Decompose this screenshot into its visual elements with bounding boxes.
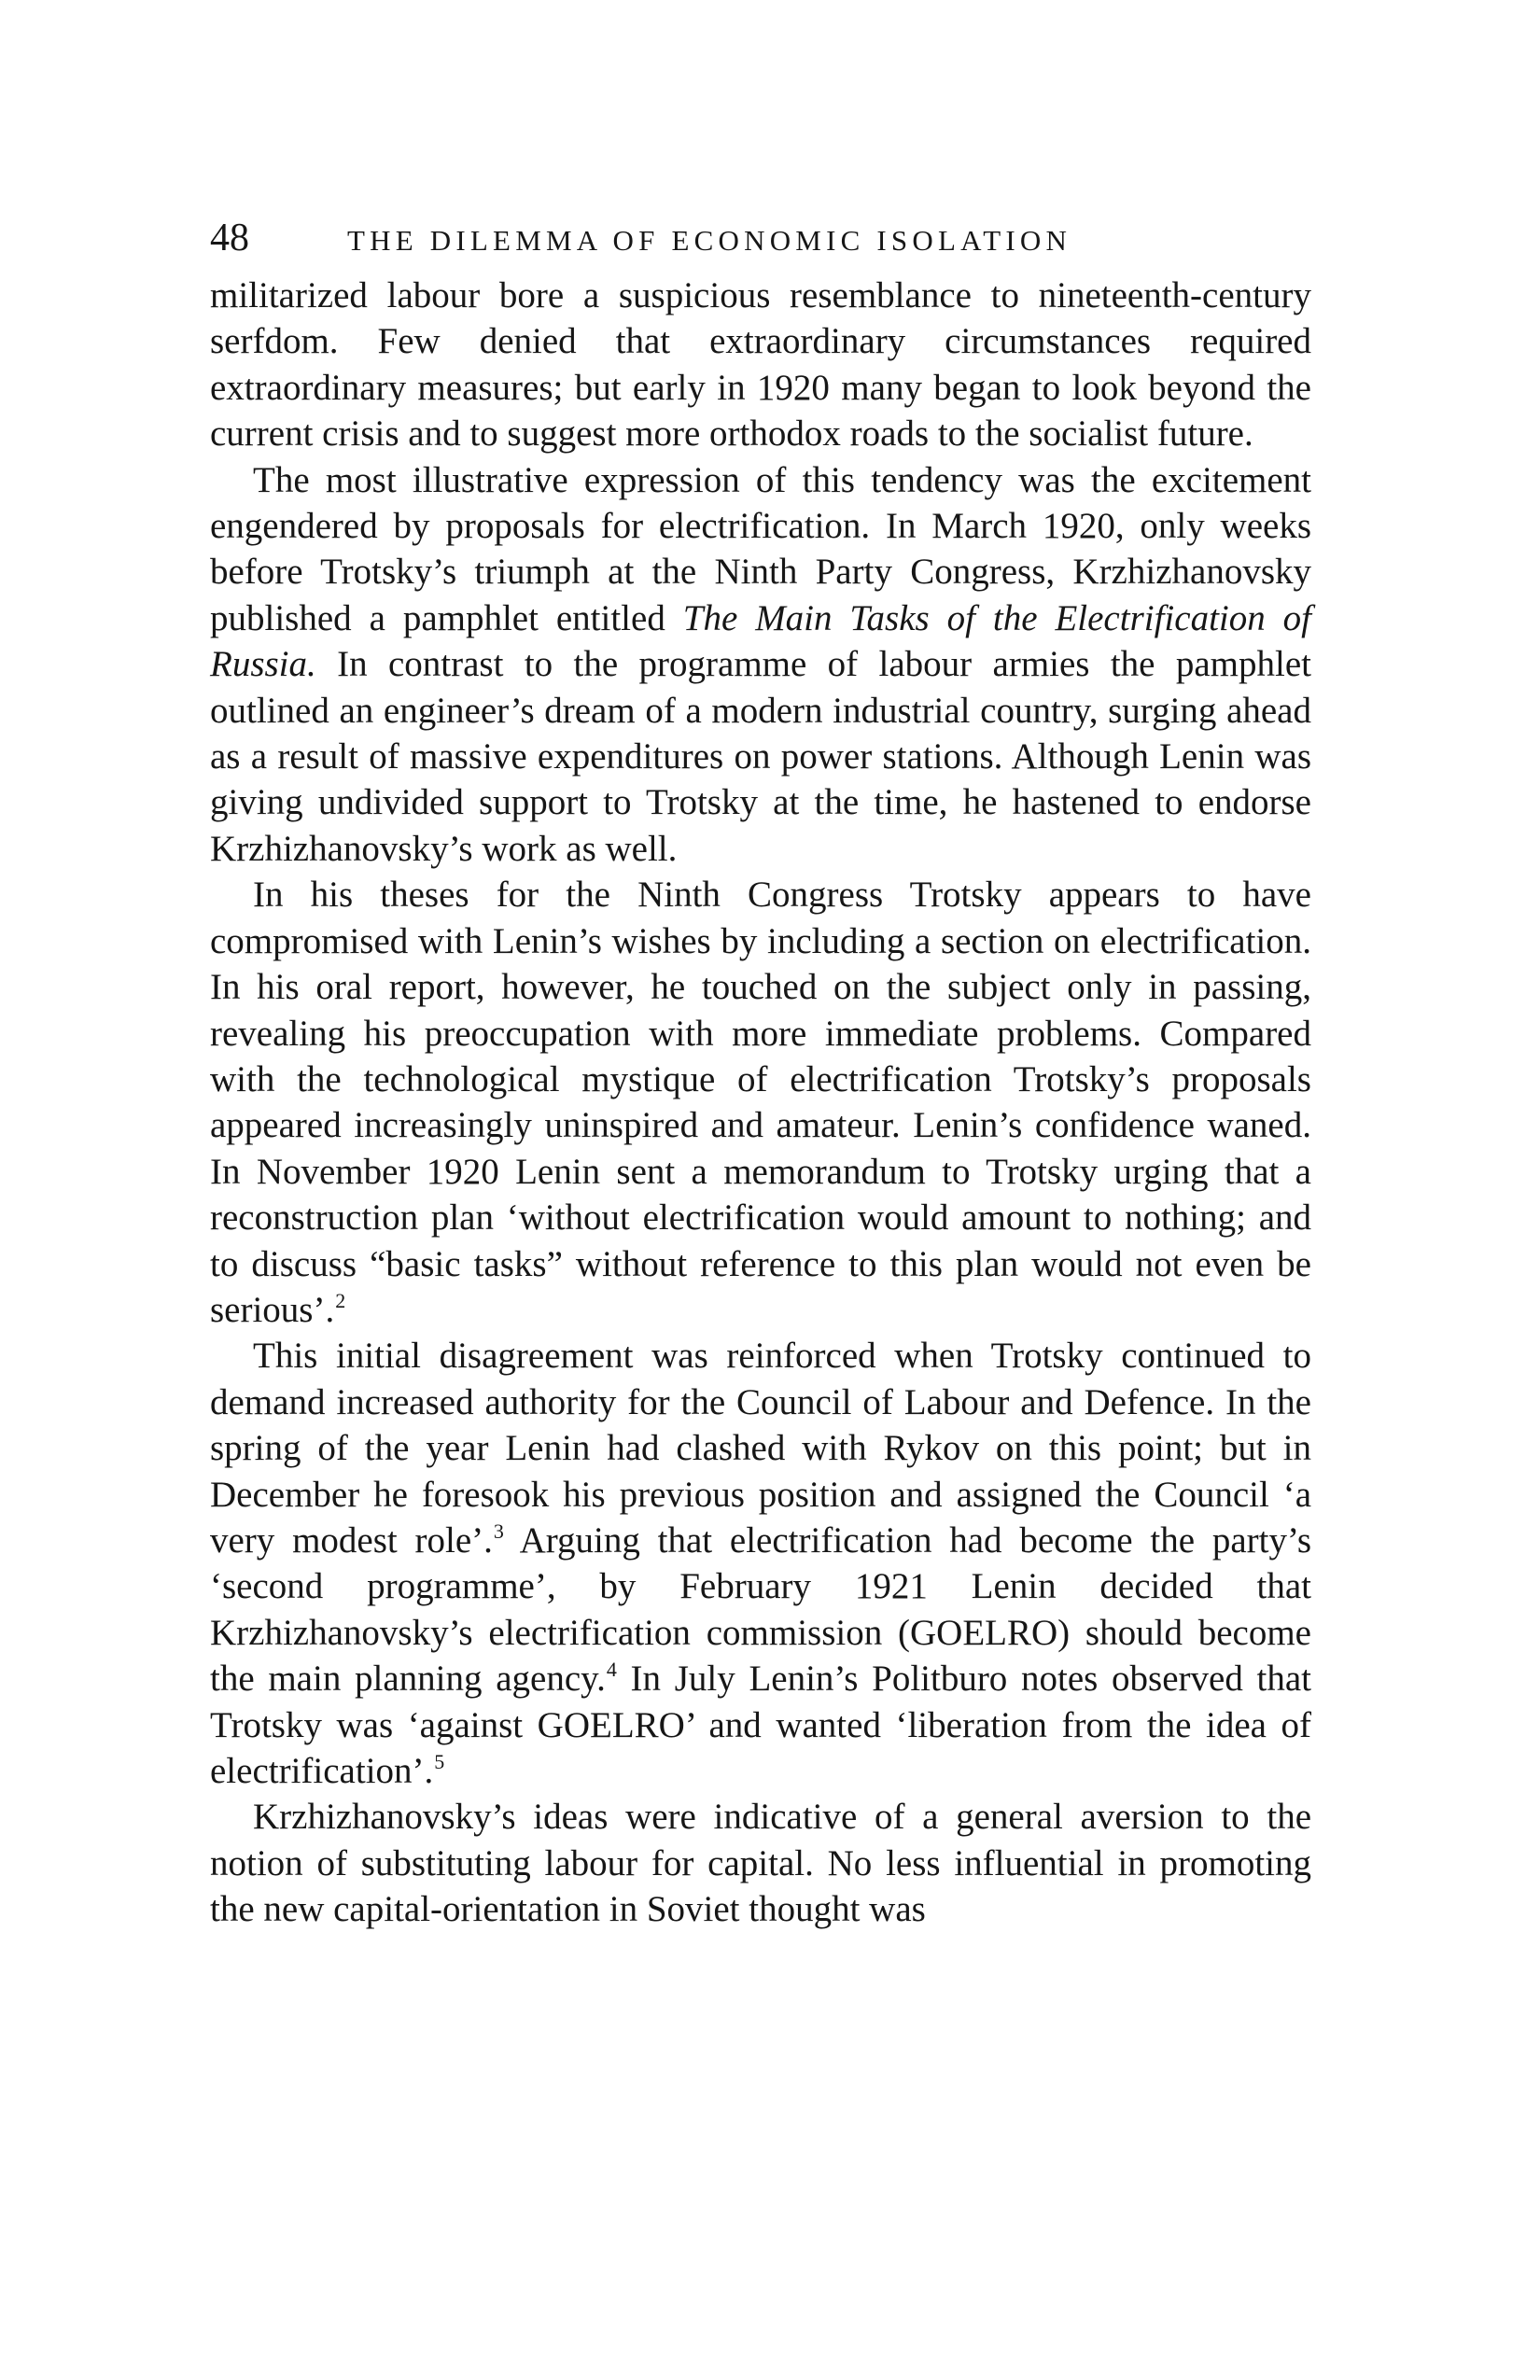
footnote-marker-2: 2: [335, 1288, 346, 1312]
paragraph-4-text-2: Arguing that electrification had become the party’s ‘second programme’, by February 1921 Lenin decided that Krzhizhanovsky’s electrification commission (GOELRO) should become the main planning agency.: [210, 1519, 1311, 1700]
paragraph-5-text: Krzhizhanovsky’s ideas were indicative of a general aversion to the notion of substituting labour for capital. No less influential in promoting the new capital-orientation in Soviet thought was: [210, 1797, 1311, 1930]
paragraph-3-text: In his theses for the Ninth Congress Trotsky appears to have compromised with Lenin’s wishes by including a section on electrification. In his oral report, however, he touched on the subject only in passing, revealing his preoccupation with more immediate problems. Compared with the technological mystique of electrification Trotsky’s proposals appeared increasingly uninspired and amateur. Lenin’s confidence waned. In November 1920 Lenin sent a memorandum to Trotsky urging that a reconstruction plan ‘without electrification would amount to nothing; and to discuss “basic tasks” without reference to this plan would not even be serious’.: [210, 875, 1311, 1330]
paragraph-2: [210, 457, 1311, 873]
footnote-marker-4: 4: [606, 1658, 617, 1682]
paragraph-1-text: militarized labour bore a suspicious resemblance to nineteenth-century serfdom. Few denied that extraordinary circumstances required extraordinary measures; but early in 1920 many began to look beyond the current crisis and to suggest more orthodox roads to the socialist future.: [210, 275, 1311, 455]
paragraph-4-text-1: This initial disagreement was reinforced when Trotsky continued to demand increased authority for the Council of Labour and Defence. In the spring of the year Lenin had clashed with Rykov on this point; but in December he foresook his previous position and assigned the Council ‘a very modest role’.: [210, 1336, 1311, 1561]
paragraph-1: [210, 273, 1311, 457]
paragraph-5: [210, 1794, 1311, 1932]
book-page: [210, 0, 1311, 2380]
paragraph-4-text-3: In July Lenin’s Politburo notes observed that Trotsky was ‘against GOELRO’ and wanted ‘liberation from the idea of electrification’.: [210, 1659, 1311, 1791]
body-text: [210, 273, 1311, 1933]
paragraph-4: [210, 1333, 1311, 1794]
page-number: 48: [210, 217, 249, 259]
footnote-marker-3: 3: [493, 1519, 504, 1543]
paragraph-2-text-after: In contrast to the programme of labour armies the pamphlet outlined an engineer’s dream of a modern industrial country, surging ahead as a result of massive expenditures on power stations. Although Lenin was giving undivided support to Trotsky at the time, he hastened to endorse Krzhizhanovsky’s work as well.: [210, 644, 1311, 869]
running-title: THE DILEMMA OF ECONOMIC ISOLATION: [347, 224, 1072, 257]
pamphlet-title: The Main Tasks of the Electrification of Russia.: [210, 597, 1311, 685]
footnote-marker-5: 5: [434, 1750, 445, 1773]
running-header: [210, 215, 1311, 261]
paragraph-3: [210, 872, 1311, 1333]
paragraph-2-text-before: The most illustrative expression of this tendency was the excitement engendered by proposals for electrification. In March 1920, only weeks before Trotsky’s triumph at the Ninth Party Congress, Krzhizhanovsky published a pamphlet entitled: [210, 459, 1311, 638]
